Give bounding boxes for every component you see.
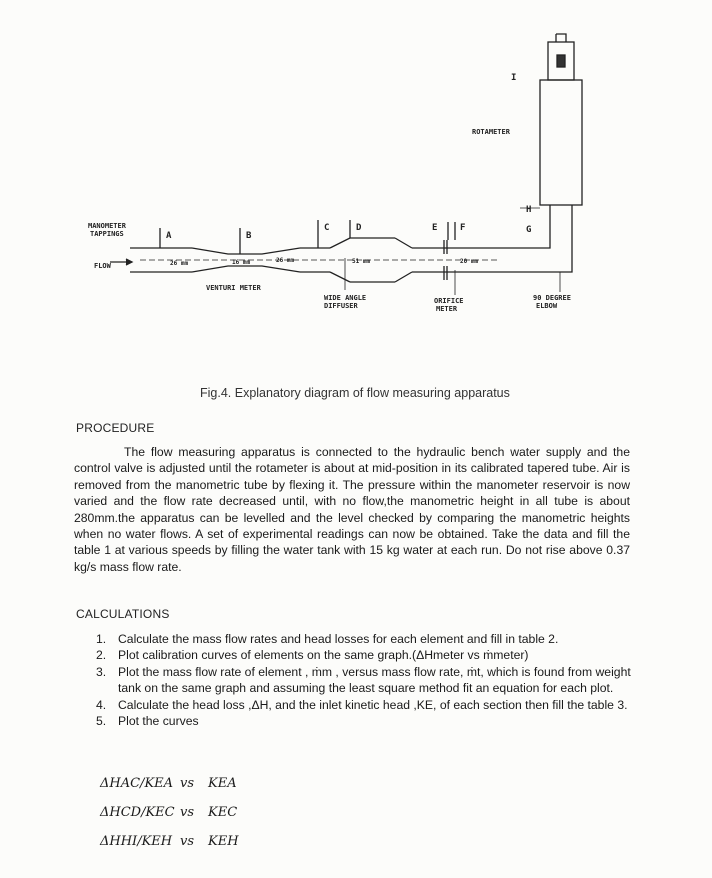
- tapping-a: A: [166, 231, 172, 241]
- manometer-label: MANOMETER: [88, 222, 126, 230]
- tapping-d: D: [356, 223, 362, 233]
- tapping-h: H: [526, 205, 532, 215]
- flow-apparatus-diagram: [0, 0, 712, 330]
- dimension-16mm-throat: 16 mm: [232, 259, 251, 266]
- list-item: 2. Plot calibration curves of elements on the same graph.(ΔHmeter vs ṁmeter): [96, 648, 529, 663]
- procedure-heading: PROCEDURE: [76, 421, 155, 435]
- orifice-label-2: METER: [436, 305, 458, 313]
- calculations-list: [96, 631, 636, 729]
- tapping-f: F: [460, 223, 466, 233]
- tapping-i: I: [511, 73, 517, 83]
- rotameter-tube: [540, 80, 582, 205]
- dimension-51mm: 51 mm: [352, 258, 371, 265]
- list-item: 1. Calculate the mass flow rates and head losses for each element and fill in table 2.: [96, 632, 559, 646]
- tapping-g: G: [526, 225, 532, 235]
- list-item: 4. Calculate the head loss ,ΔH, and the inlet kinetic head ,KE, of each section then fill the table 3.: [96, 697, 628, 712]
- tapping-b: B: [246, 231, 252, 241]
- elbow-label-2: ELBOW: [536, 302, 558, 310]
- tapping-e: E: [432, 223, 438, 233]
- figure-caption: Fig.4. Explanatory diagram of flow measuring apparatus: [200, 386, 510, 400]
- venturi-label: VENTURI METER: [206, 284, 261, 292]
- list-item: 3. Plot the mass flow rate of element , ṁm , versus mass flow rate, ṁt, which is found from weight tank on the same graph and assuming the least square method fit an equation for each plot.: [96, 664, 631, 696]
- dimension-20mm: 20 mm: [460, 258, 479, 265]
- calculations-heading: CALCULATIONS: [76, 607, 170, 621]
- procedure-text: The flow measuring apparatus is connected to the hydraulic bench water supply and the control valve is adjusted until the rotameter is about at mid-position in its calibrated tapered tube. Air is removed from the manometric tube by flexing it. The pressure within the manometer reservoir is now varied and the flow rate decreased until, with no flow,the manometric height in all tube is about 280mm.the apparatus can be levelled and the level checked by comparing the manometric heights when no water flows. A set of experimental readings can now be obtained. Take the data and fill the table 1 at various speeds by filling the water tank with 15 kg water at each run. Do not rise above 0.37 kg/s mass flow rate.: [74, 445, 630, 574]
- diffuser-label-1: WIDE ANGLE: [324, 294, 367, 302]
- dimension-26mm-inlet: 26 mm: [170, 260, 189, 267]
- formula-hi: ΔHHI/KEH vs KEH: [100, 834, 239, 849]
- formula-ac: ΔHAC/KEA vs KEA: [100, 776, 237, 791]
- list-item: 5. Plot the curves: [96, 714, 199, 729]
- elbow-label-1: 90 DEGREE: [533, 294, 571, 302]
- procedure-paragraph: [74, 444, 630, 575]
- tappings-label: TAPPINGS: [90, 230, 124, 238]
- flow-label: FLOW: [94, 262, 111, 270]
- tapping-c: C: [324, 223, 330, 233]
- formula-cd: ΔHCD/KEC vs KEC: [100, 805, 238, 820]
- orifice-label-1: ORIFICE: [434, 297, 464, 305]
- dimension-26mm-outlet: 26 mm: [276, 257, 295, 264]
- ninety-degree-elbow: [520, 205, 572, 272]
- rotameter-label: ROTAMETER: [472, 128, 510, 136]
- diffuser-label-2: DIFFUSER: [324, 302, 358, 310]
